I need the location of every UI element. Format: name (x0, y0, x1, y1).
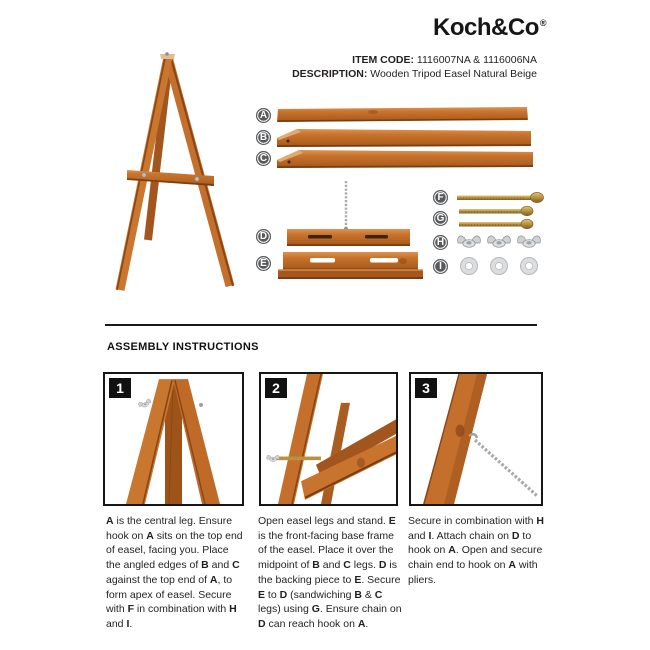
item-code-value: 1116007NA & 1116006NA (416, 54, 537, 66)
part-label-c: C (256, 151, 271, 166)
part-b-rail (277, 129, 531, 147)
item-code-label: ITEM CODE: (352, 54, 414, 66)
part-label-b: B (256, 130, 271, 145)
easel-photo (93, 42, 243, 300)
part-label-a: A (256, 108, 271, 123)
description-row (292, 68, 537, 82)
description-label: DESCRIPTION: (292, 67, 368, 80)
part-e-board (278, 252, 423, 279)
part-label-g: G (433, 211, 448, 226)
part-c-rail (277, 150, 533, 168)
step-2-number-badge: 2 (265, 378, 287, 398)
registered-trademark: ® (539, 18, 546, 28)
crossbar-wingnut-icon (142, 173, 146, 177)
divider-line (105, 324, 537, 326)
part-label-e: E (256, 256, 271, 271)
part-label-f: F (433, 190, 448, 205)
part-h-wingnuts (458, 236, 541, 247)
part-a-rail (277, 107, 528, 122)
parts-diagram (255, 98, 550, 293)
product-info (292, 54, 537, 81)
part-label-i: I (433, 259, 448, 274)
step-3-box (409, 372, 543, 506)
step-1-number-badge: 1 (109, 378, 131, 398)
step-3-instructions: Secure in combination with H and I. Attach chain on D to hook on A. Open and secure chain end to hook on A with pliers. (408, 515, 544, 586)
part-d-board (287, 229, 410, 246)
part-label-d: D (256, 229, 271, 244)
step-2-box (259, 372, 398, 506)
easel-right-leg (168, 57, 230, 286)
brand-name: Koch&Co (433, 14, 539, 41)
step-1-box (103, 372, 244, 506)
step-2-instructions: Open easel legs and stand. E is the front-facing base frame of the easel. Place it over the midpoint of B and C legs. D is the backing piece to E. Secure E to D (sandwiching B & C legs) using G. Ensure chain on D can reach hook on A. (258, 515, 402, 630)
apex-hook-icon (165, 52, 169, 56)
step-3-number-badge: 3 (415, 378, 437, 398)
brand-logo (433, 14, 546, 42)
step-1-instructions: A is the central leg. Ensure hook on A sits on the top end of easel, facing you. Place the angled edges of B and C against the top end of A, to form apex of easel. Secure with F in combination with H and I. (106, 515, 243, 630)
part-i-washers (461, 258, 538, 275)
crossbar-wingnut-icon (195, 177, 199, 181)
item-code-row (292, 54, 537, 68)
part-g-bolts (459, 206, 533, 229)
description-value: Wooden Tripod Easel Natural Beige (370, 67, 537, 80)
part-label-h: H (433, 235, 448, 250)
chain-graphic (344, 181, 348, 231)
part-f-bolt (457, 193, 544, 203)
section-title: ASSEMBLY INSTRUCTIONS (107, 341, 259, 353)
